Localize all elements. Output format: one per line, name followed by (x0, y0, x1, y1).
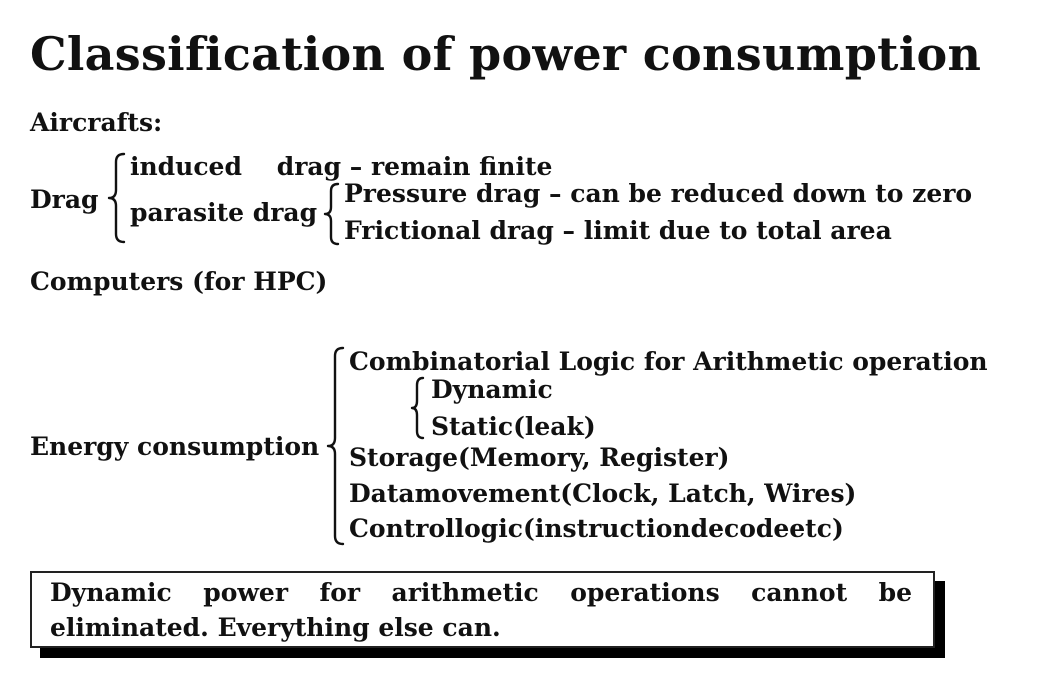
sub-item-static: Static(leak) (431, 412, 596, 441)
energy-consumption-label: Energy consumption (30, 432, 320, 461)
energy-item-combinatorial-logic: Combinatorial Logic for Arithmetic operation (349, 347, 988, 376)
aircraft-heading: Aircrafts: (30, 108, 163, 137)
conclusion-text: Dynamic power for arithmetic operations cannot be eliminated. Everything else can. (50, 578, 912, 642)
energy-item-storage: Storage(Memory, Register) (349, 443, 730, 472)
drag-label: Drag (30, 185, 99, 214)
drag-brace (106, 152, 128, 244)
page-title: Classification of power consumption (30, 27, 982, 81)
induced-drag-line: induced drag – remain finite (130, 152, 553, 181)
sub-item-dynamic: Dynamic (431, 375, 553, 404)
parasite-drag-brace (322, 182, 342, 246)
computers-heading: Computers (for HPC) (30, 267, 328, 296)
energy-brace (325, 346, 347, 546)
energy-item-datamovement: Datamovement(Clock, Latch, Wires) (349, 479, 857, 508)
pressure-drag-line: Pressure drag – can be reduced down to zero (344, 179, 973, 208)
frictional-drag-line: Frictional drag – limit due to total area (344, 216, 892, 245)
energy-item-controllogic: Controllogic(instructiondecodeetc) (349, 514, 844, 543)
parasite-drag-label: parasite drag (130, 198, 318, 227)
arithmetic-brace (409, 376, 427, 440)
conclusion-box (30, 571, 935, 648)
